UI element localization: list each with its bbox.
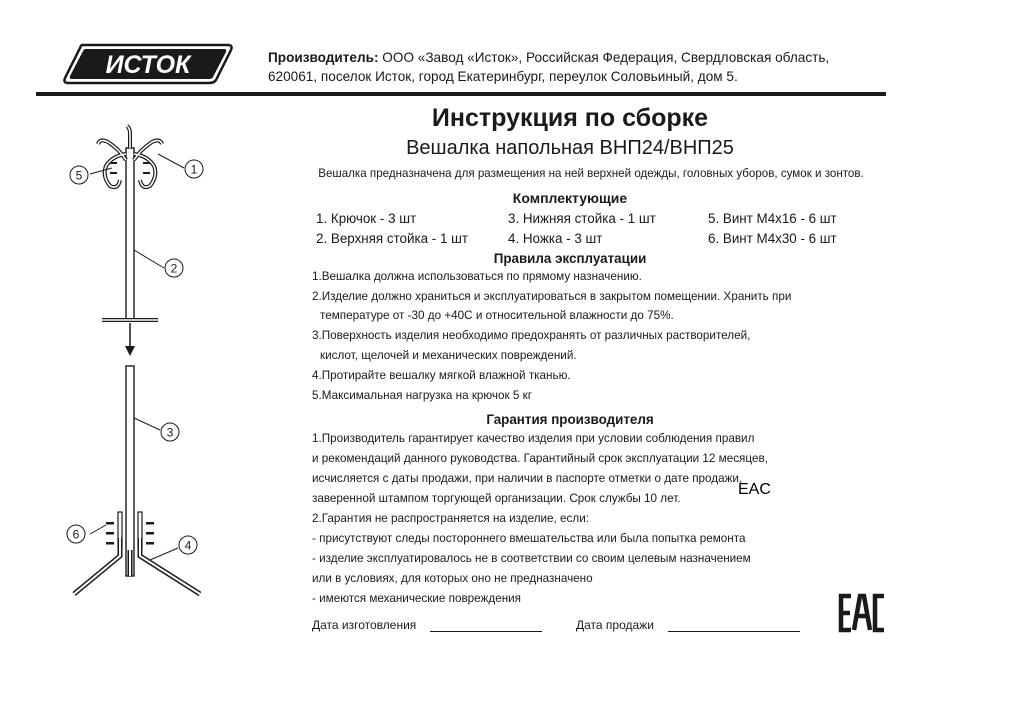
eac-text: EAC <box>738 481 771 498</box>
warranty-line: 2.Гарантия не распространяется на изделие, если: <box>312 512 589 525</box>
istok-logo <box>62 44 234 84</box>
warranty-line: или в условиях, для которых оно не предназначено <box>312 572 593 585</box>
rule-line: 2.Изделие должно храниться и эксплуатироваться в закрытом помещении. Хранить при <box>312 290 792 303</box>
manufacturer-label: Производитель: <box>268 50 379 65</box>
callout-2: 2 <box>170 261 178 276</box>
rule-line: 5.Максимальная нагрузка на крючок 5 кг <box>312 389 533 402</box>
callout-3: 3 <box>166 425 174 440</box>
logo-text: ИСТОК <box>105 51 191 79</box>
callout-4: 4 <box>184 538 192 553</box>
sale-date-label: Дата продажи <box>576 618 654 632</box>
manufacture-date-field[interactable] <box>430 630 542 632</box>
manufacturer-line1: ООО «Завод «Исток», Российская Федерация, Свердловская область, <box>378 50 830 65</box>
warranty-heading: Гарантия производителя <box>486 412 654 427</box>
lower-pole <box>126 366 134 576</box>
header-divider <box>36 92 886 96</box>
assembly-drawing <box>60 120 240 610</box>
warranty-line: и рекомендаций данного руководства. Гарантийный срок эксплуатации 12 месяцев, <box>312 452 768 465</box>
rule-line: 1.Вешалка должна использоваться по прямому назначению. <box>312 270 642 283</box>
upper-pole <box>126 148 134 320</box>
eac-mark <box>738 481 886 632</box>
part-item: 6. Винт М4х30 - 6 шт <box>708 231 837 246</box>
callout-5: 5 <box>75 168 83 183</box>
sale-date-field[interactable] <box>668 630 800 632</box>
page-subtitle: Вешалка напольная ВНП24/ВНП25 <box>406 137 734 159</box>
warranty-line: 1.Производитель гарантирует качество изделия при условии соблюдения правил <box>312 432 755 445</box>
part-item: 2. Верхняя стойка - 1 шт <box>316 231 469 246</box>
part-item: 4. Ножка - 3 шт <box>508 231 603 246</box>
left-leg <box>74 538 120 594</box>
manufacture-date-label: Дата изготовления <box>312 618 417 632</box>
rule-line: 4.Протирайте вешалку мягкой влажной тканью. <box>312 369 571 382</box>
rule-line: температуре от -30 до +40С и относительной влажности до 75%. <box>320 309 674 322</box>
manufacturer-info <box>268 48 908 86</box>
warranty-line: заверенной штампом торгующей организации. Срок службы 10 лет. <box>312 492 681 505</box>
callout-6: 6 <box>72 527 80 542</box>
warranty-line: - имеются механические повреждения <box>312 592 522 605</box>
rules-heading: Правила эксплуатации <box>493 251 647 266</box>
part-item: 1. Крючок - 3 шт <box>316 211 417 226</box>
purpose-text: Вешалка предназначена для размещения на ней верхней одежды, головных уборов, сумок и зонтов. <box>318 167 864 180</box>
part-item: 5. Винт М4х16 - 6 шт <box>708 211 837 226</box>
callout-1: 1 <box>190 162 198 177</box>
rule-line: 3.Поверхность изделия необходимо предохранять от различных растворителей, <box>312 329 751 342</box>
manufacturer-line2: 620061, поселок Исток, город Екатеринбург, переулок Соловьиный, дом 5. <box>268 69 738 84</box>
warranty-line: исчисляется с даты продажи, при наличии в паспорте отметки о дате продажи, <box>312 472 743 485</box>
warranty-line: - изделие эксплуатировалось не в соответствии со своим целевым назначением <box>312 552 751 565</box>
rule-line: кислот, щелочей и механических повреждений. <box>320 349 577 362</box>
warranty-line: - присутствуют следы постороннего вмешательства или была попытка ремонта <box>312 532 746 545</box>
parts-heading: Комплектующие <box>512 190 628 206</box>
part-item: 3. Нижняя стойка - 1 шт <box>508 211 656 226</box>
page-title: Инструкция по сборке <box>431 104 709 132</box>
